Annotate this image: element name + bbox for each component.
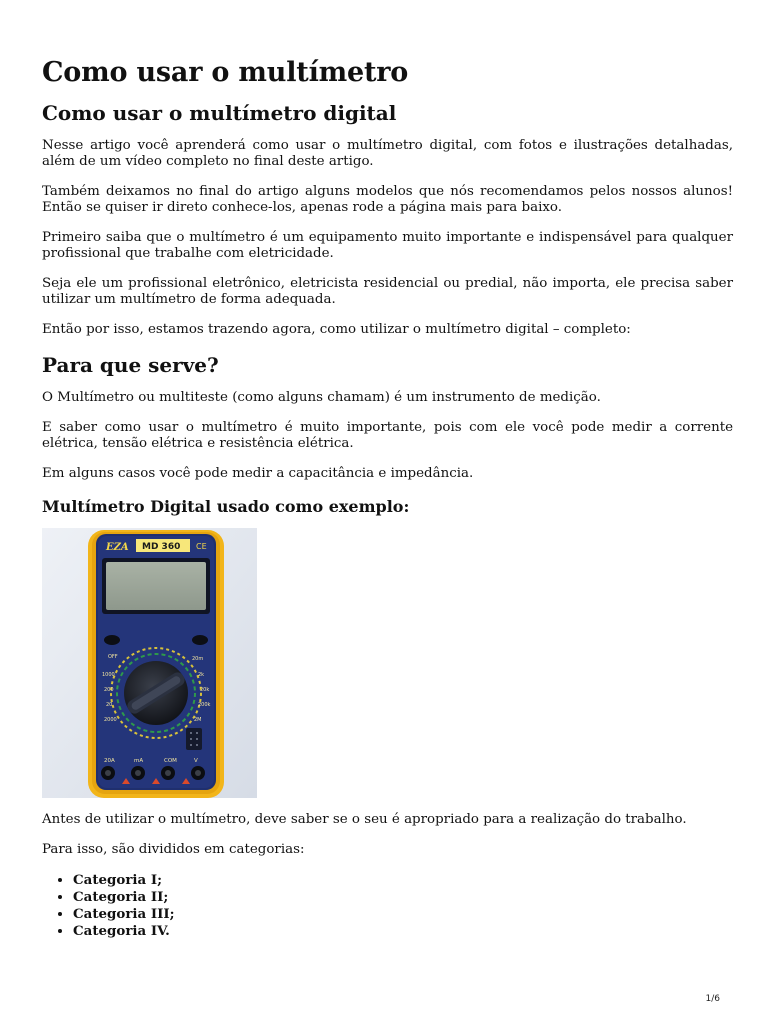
svg-text:200: 200 [104, 687, 114, 693]
svg-text:20m: 20m [192, 656, 204, 662]
paragraph: Primeiro saiba que o multímetro é um equipamento muito importante e indispensável para qualquer profissional que trabalhe com eletricidade. [42, 230, 733, 261]
section-heading-example: Multímetro Digital usado como exemplo: [42, 497, 410, 516]
page-indicator: 1/6 [705, 994, 720, 1004]
page-title: Como usar o multímetro [42, 57, 409, 88]
document-page [42, 48, 733, 940]
section-heading-intro: Como usar o multímetro digital [42, 101, 397, 125]
paragraph: Então por isso, estamos trazendo agora, como utilizar o multímetro digital – completo: [42, 322, 631, 337]
svg-text:2k: 2k [198, 672, 205, 678]
jack-label: mA [134, 758, 144, 764]
jack-label: 20A [104, 758, 115, 764]
model-label: MD 360 [142, 542, 181, 552]
list-item: • Categoria I; [73, 872, 733, 889]
paragraph: Antes de utilizar o multímetro, deve saber se o seu é apropriado para a realização do trabalho. [42, 812, 687, 827]
paragraph: E saber como usar o multímetro é muito importante, pois com ele você pode medir a corrente elétrica, tensão elétrica e resistência elétrica. [42, 420, 733, 451]
list-item: • Categoria II; [73, 889, 733, 906]
paragraph: O Multímetro ou multiteste (como alguns chamam) é um instrumento de medição. [42, 390, 601, 405]
svg-text:200k: 200k [198, 702, 211, 708]
paragraph: Para isso, são divididos em categorias: [42, 842, 305, 857]
jack-label: V [194, 758, 198, 764]
paragraph: Nesse artigo você aprenderá como usar o multímetro digital, com fotos e ilustrações detalhadas, além de um vídeo completo no final deste artigo. [42, 138, 733, 169]
paragraph: Também deixamos no final do artigo alguns modelos que nós recomendamos pelos nossos alunos! Então se quiser ir direto conhece-los, apenas rode a página mais para baixo. [42, 184, 733, 215]
list-item: • Categoria III; [73, 906, 733, 923]
svg-text:CE: CE [196, 542, 207, 551]
brand-label: EZA [106, 542, 129, 553]
paragraph: Seja ele um profissional eletrônico, eletricista residencial ou predial, não importa, ele precisa saber utilizar um multímetro de forma adequada. [42, 276, 733, 307]
section-heading-purpose: Para que serve? [42, 353, 219, 377]
svg-text:OFF: OFF [108, 654, 118, 660]
svg-text:20: 20 [106, 702, 113, 708]
svg-text:20k: 20k [200, 687, 210, 693]
paragraph: Em alguns casos você pode medir a capacitância e impedância. [42, 466, 474, 481]
list-item: • Categoria IV. [73, 923, 733, 940]
jack-label: COM [164, 758, 177, 764]
svg-text:1000: 1000 [102, 672, 115, 678]
svg-text:2000: 2000 [104, 717, 117, 723]
lcd-display [106, 562, 206, 610]
category-list [42, 872, 733, 940]
svg-text:2M: 2M [194, 717, 202, 723]
multimeter-photo [42, 528, 257, 798]
